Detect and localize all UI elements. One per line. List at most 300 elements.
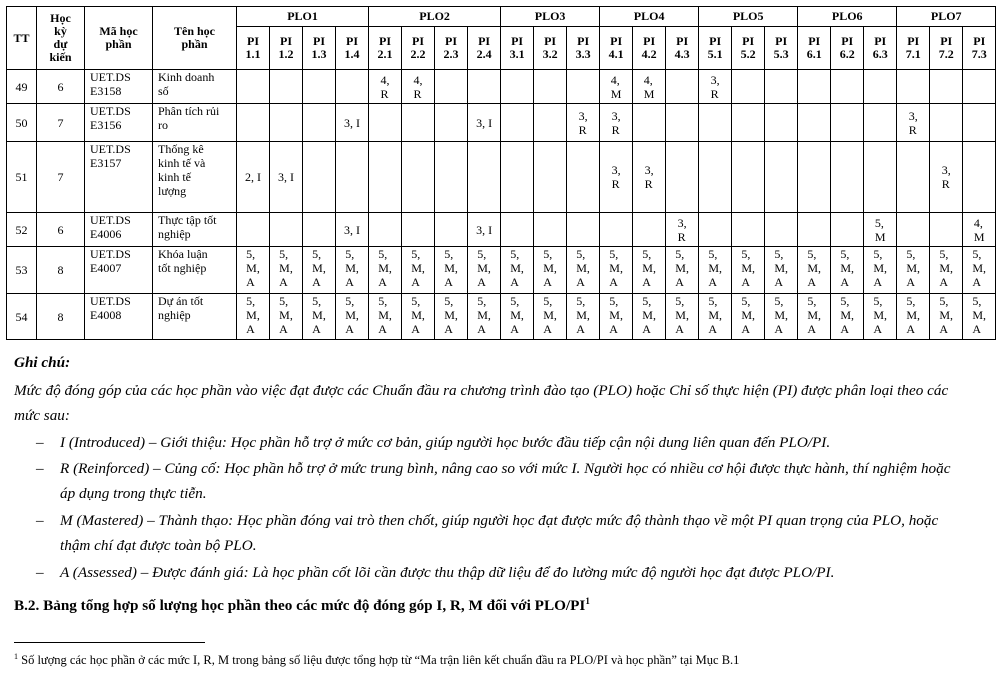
cell-pi bbox=[567, 294, 600, 340]
cell-pi bbox=[930, 70, 963, 104]
cell-hoc-ky bbox=[37, 70, 85, 104]
cell-pi bbox=[468, 104, 501, 142]
cell-pi bbox=[831, 104, 864, 142]
header-pi-label: PI 5.1 bbox=[707, 34, 723, 61]
cell-pi bbox=[963, 104, 996, 142]
cell-pi bbox=[963, 247, 996, 294]
cell-pi bbox=[501, 213, 534, 247]
note-dash: – bbox=[36, 460, 44, 477]
cell-pi bbox=[567, 247, 600, 294]
cell-pi bbox=[765, 247, 798, 294]
cell-pi-text: 5, M bbox=[874, 215, 886, 244]
cell-pi-text: 5, M, A bbox=[939, 294, 954, 336]
cell-pi bbox=[732, 294, 765, 340]
notes-title: Ghi chú: bbox=[14, 354, 71, 371]
cell-pi bbox=[600, 247, 633, 294]
cell-pi bbox=[303, 247, 336, 294]
cell-pi bbox=[831, 294, 864, 340]
cell-pi bbox=[600, 104, 633, 142]
header-pi-label: PI 3.1 bbox=[509, 34, 525, 61]
header-tt: TT bbox=[7, 7, 37, 70]
cell-pi-text: 4, R bbox=[380, 72, 390, 101]
header-pi-label: PI 6.3 bbox=[872, 34, 888, 61]
cell-pi bbox=[336, 104, 369, 142]
header-pi-label: PI 6.1 bbox=[806, 34, 822, 61]
header-pi bbox=[402, 27, 435, 70]
cell-pi bbox=[798, 70, 831, 104]
cell-hoc-ky-text: 8 bbox=[57, 309, 64, 324]
cell-pi bbox=[633, 142, 666, 213]
cell-pi bbox=[237, 70, 270, 104]
cell-pi bbox=[237, 294, 270, 340]
header-pi-label: PI 4.1 bbox=[608, 34, 624, 61]
cell-pi-text: 5, M, A bbox=[477, 294, 491, 336]
header-plo2: PLO2 bbox=[369, 7, 501, 27]
cell-pi bbox=[897, 213, 930, 247]
cell-pi-text: 5, M, A bbox=[312, 294, 326, 336]
cell-pi-text: 5, M, A bbox=[246, 294, 260, 336]
table-row bbox=[7, 104, 996, 142]
cell-pi bbox=[336, 213, 369, 247]
cell-pi bbox=[336, 70, 369, 104]
cell-pi bbox=[699, 213, 732, 247]
header-pi-label: PI 2.2 bbox=[410, 34, 426, 61]
cell-pi bbox=[501, 70, 534, 104]
note-text: I (Introduced) – Giới thiệu: Học phần hỗ trợ ở mức cơ bản, giúp người học bước đầu tiếp cận nội dung liên quan đến PLO/PI. bbox=[60, 434, 831, 451]
header-pi-label: PI 1.2 bbox=[278, 34, 294, 61]
cell-ma-hoc-phan-text: UET.DS E3156 bbox=[90, 104, 131, 132]
section-heading-b2 bbox=[14, 596, 590, 615]
cell-ten-hoc-phan-text: Khóa luận tốt nghiệp bbox=[158, 247, 208, 275]
cell-pi bbox=[666, 247, 699, 294]
cell-pi-text: 3, I bbox=[476, 115, 493, 130]
table-row bbox=[7, 142, 996, 213]
cell-pi-text: 5, M, A bbox=[708, 247, 722, 289]
header-pi bbox=[270, 27, 303, 70]
cell-pi bbox=[831, 247, 864, 294]
note-text: A (Assessed) – Được đánh giá: Là học phần cốt lõi cần được thu thập dữ liệu để đo lường mức độ người học đạt được PLO/PI. bbox=[60, 564, 835, 581]
cell-pi-text: 5, M, A bbox=[972, 247, 987, 289]
cell-tt-text: 54 bbox=[15, 309, 28, 324]
cell-tt-text: 50 bbox=[15, 115, 28, 130]
cell-pi bbox=[237, 247, 270, 294]
cell-pi-text: 4, M bbox=[973, 215, 985, 244]
cell-pi bbox=[534, 247, 567, 294]
cell-pi-text: 3, I bbox=[278, 170, 294, 184]
cell-pi bbox=[600, 294, 633, 340]
cell-pi bbox=[930, 294, 963, 340]
cell-pi bbox=[567, 142, 600, 213]
cell-pi bbox=[666, 142, 699, 213]
cell-pi bbox=[666, 70, 699, 104]
cell-pi-text: 4, M bbox=[643, 72, 655, 101]
cell-ten-hoc-phan bbox=[153, 142, 237, 213]
header-pi bbox=[303, 27, 336, 70]
cell-pi bbox=[798, 247, 831, 294]
cell-tt bbox=[7, 104, 37, 142]
cell-ten-hoc-phan bbox=[153, 70, 237, 104]
cell-pi bbox=[765, 294, 798, 340]
cell-pi bbox=[963, 213, 996, 247]
cell-hoc-ky bbox=[37, 247, 85, 294]
cell-pi-text: 5, M, A bbox=[642, 294, 656, 336]
cell-pi-text: 5, M, A bbox=[312, 247, 326, 289]
header-pi bbox=[897, 27, 930, 70]
cell-pi-text: 2, I bbox=[245, 170, 261, 184]
cell-pi bbox=[567, 104, 600, 142]
cell-pi bbox=[336, 294, 369, 340]
cell-pi-text: 3, I bbox=[476, 222, 493, 237]
cell-pi bbox=[369, 70, 402, 104]
cell-pi-text: 5, M, A bbox=[840, 247, 855, 289]
cell-pi bbox=[699, 294, 732, 340]
cell-pi bbox=[369, 247, 402, 294]
cell-hoc-ky bbox=[37, 213, 85, 247]
cell-pi bbox=[402, 142, 435, 213]
footnote-divider bbox=[14, 642, 205, 643]
cell-pi-text: 5, M, A bbox=[411, 247, 425, 289]
cell-pi-text: 5, M, A bbox=[675, 247, 689, 289]
cell-pi bbox=[270, 70, 303, 104]
cell-pi bbox=[897, 70, 930, 104]
cell-tt-text: 51 bbox=[15, 170, 28, 184]
cell-pi-text: 5, M, A bbox=[345, 294, 359, 336]
cell-pi bbox=[435, 142, 468, 213]
cell-ten-hoc-phan bbox=[153, 104, 237, 142]
cell-pi-text: 5, M, A bbox=[906, 294, 921, 336]
section-heading-text: B.2. Bảng tổng hợp số lượng học phần theo các mức độ đóng góp I, R, M đối với PLO/PI bbox=[14, 597, 586, 615]
cell-pi bbox=[897, 247, 930, 294]
cell-pi-text: 5, M, A bbox=[576, 247, 590, 289]
cell-pi bbox=[303, 70, 336, 104]
cell-pi-text: 5, M, A bbox=[576, 294, 590, 336]
header-pi-label: PI 3.3 bbox=[575, 34, 591, 61]
cell-pi bbox=[336, 247, 369, 294]
cell-pi bbox=[765, 70, 798, 104]
cell-pi bbox=[732, 104, 765, 142]
cell-pi bbox=[303, 142, 336, 213]
cell-pi bbox=[534, 104, 567, 142]
cell-pi bbox=[534, 294, 567, 340]
cell-pi-text: 3, R bbox=[644, 163, 654, 191]
cell-pi bbox=[633, 213, 666, 247]
header-pi bbox=[237, 27, 270, 70]
note-dash: – bbox=[36, 434, 44, 451]
cell-pi bbox=[633, 247, 666, 294]
cell-pi-text: 5, M, A bbox=[609, 247, 623, 289]
cell-pi bbox=[468, 294, 501, 340]
cell-pi bbox=[402, 104, 435, 142]
cell-pi bbox=[732, 142, 765, 213]
cell-tt-text: 53 bbox=[15, 263, 28, 277]
cell-pi bbox=[468, 142, 501, 213]
cell-pi-text: 5, M, A bbox=[939, 247, 954, 289]
cell-pi-text: 3, R bbox=[677, 215, 687, 244]
cell-pi bbox=[864, 142, 897, 213]
cell-pi bbox=[402, 247, 435, 294]
header-pi bbox=[468, 27, 501, 70]
cell-ma-hoc-phan bbox=[85, 70, 153, 104]
cell-pi-text: 3, I bbox=[344, 222, 361, 237]
cell-pi-text: 5, M, A bbox=[279, 294, 293, 336]
cell-pi bbox=[270, 213, 303, 247]
cell-pi-text: 5, M, A bbox=[708, 294, 722, 336]
header-plo7: PLO7 bbox=[897, 7, 996, 27]
cell-pi bbox=[534, 213, 567, 247]
header-pi-label: PI 4.2 bbox=[641, 34, 657, 61]
cell-pi bbox=[468, 70, 501, 104]
header-pi-label: PI 5.3 bbox=[773, 34, 789, 61]
cell-pi bbox=[897, 294, 930, 340]
note-dash: – bbox=[36, 564, 44, 581]
header-ma-hoc-phan: Mã học phần bbox=[85, 7, 153, 70]
cell-pi bbox=[237, 104, 270, 142]
header-pi-label: PI 1.1 bbox=[245, 34, 261, 61]
cell-pi bbox=[270, 142, 303, 213]
cell-pi bbox=[633, 104, 666, 142]
cell-pi-text: 5, M, A bbox=[609, 294, 623, 336]
footnote-reference[interactable]: 1 bbox=[585, 596, 590, 606]
cell-pi-text: 5, M, A bbox=[510, 294, 524, 336]
cell-ma-hoc-phan-text: UET.DS E4007 bbox=[90, 247, 131, 275]
cell-hoc-ky bbox=[37, 142, 85, 213]
cell-pi-text: 5, M, A bbox=[642, 247, 656, 289]
cell-pi bbox=[237, 142, 270, 213]
header-pi-label: PI 4.3 bbox=[674, 34, 690, 61]
cell-pi bbox=[270, 247, 303, 294]
cell-hoc-ky bbox=[37, 104, 85, 142]
cell-pi bbox=[732, 247, 765, 294]
cell-pi bbox=[963, 70, 996, 104]
header-plo4: PLO4 bbox=[600, 7, 699, 27]
cell-pi-text: 5, M, A bbox=[477, 247, 491, 289]
cell-ma-hoc-phan bbox=[85, 213, 153, 247]
cell-pi bbox=[600, 213, 633, 247]
header-pi bbox=[930, 27, 963, 70]
cell-ten-hoc-phan bbox=[153, 247, 237, 294]
header-pi bbox=[699, 27, 732, 70]
cell-pi bbox=[831, 70, 864, 104]
cell-pi bbox=[435, 247, 468, 294]
cell-pi bbox=[765, 104, 798, 142]
table-row bbox=[7, 213, 996, 247]
cell-ten-hoc-phan bbox=[153, 294, 237, 340]
cell-pi-text: 5, M, A bbox=[444, 247, 458, 289]
header-pi bbox=[963, 27, 996, 70]
cell-tt bbox=[7, 294, 37, 340]
cell-tt-text: 49 bbox=[15, 79, 28, 94]
cell-ten-hoc-phan-text: Kinh doanh số bbox=[158, 70, 215, 98]
header-pi bbox=[765, 27, 798, 70]
header-pi bbox=[732, 27, 765, 70]
cell-hoc-ky-text: 6 bbox=[57, 79, 64, 94]
cell-tt bbox=[7, 142, 37, 213]
cell-pi-text: 3, R bbox=[908, 108, 918, 137]
header-pi bbox=[600, 27, 633, 70]
cell-pi-text: 5, M, A bbox=[807, 294, 822, 336]
header-pi bbox=[501, 27, 534, 70]
cell-pi bbox=[303, 213, 336, 247]
cell-pi bbox=[237, 213, 270, 247]
cell-pi bbox=[435, 70, 468, 104]
cell-hoc-ky-text: 7 bbox=[57, 170, 64, 184]
cell-pi bbox=[402, 213, 435, 247]
cell-pi-text: 3, I bbox=[344, 115, 361, 130]
cell-ma-hoc-phan-text: UET.DS E3158 bbox=[90, 70, 131, 98]
cell-pi bbox=[897, 142, 930, 213]
cell-pi-text: 5, M, A bbox=[411, 294, 425, 336]
footnote bbox=[14, 652, 739, 668]
header-pi bbox=[369, 27, 402, 70]
cell-pi bbox=[765, 142, 798, 213]
cell-tt bbox=[7, 247, 37, 294]
cell-pi bbox=[369, 142, 402, 213]
header-pi-label: PI 2.1 bbox=[377, 34, 393, 61]
cell-pi bbox=[501, 104, 534, 142]
cell-ma-hoc-phan-text: UET.DS E4006 bbox=[90, 213, 131, 241]
cell-pi bbox=[963, 142, 996, 213]
cell-pi-text: 3, R bbox=[710, 72, 720, 101]
cell-pi-text: 5, M, A bbox=[510, 247, 524, 289]
cell-pi-text: 5, M, A bbox=[774, 294, 788, 336]
cell-pi-text: 5, M, A bbox=[840, 294, 855, 336]
header-pi-label: PI 5.2 bbox=[740, 34, 756, 61]
header-ten-hoc-phan: Tên học phần bbox=[153, 7, 237, 70]
footnote-marker: 1 bbox=[14, 652, 18, 661]
cell-pi bbox=[963, 294, 996, 340]
cell-pi bbox=[270, 294, 303, 340]
cell-pi-text: 5, M, A bbox=[873, 294, 888, 336]
cell-pi-text: 5, M, A bbox=[972, 294, 987, 336]
header-pi-label: PI 1.3 bbox=[311, 34, 327, 61]
cell-pi-text: 5, M, A bbox=[279, 247, 293, 289]
cell-pi-text: 3, R bbox=[611, 108, 621, 137]
cell-pi-text: 5, M, A bbox=[807, 247, 822, 289]
cell-ma-hoc-phan bbox=[85, 247, 153, 294]
header-pi bbox=[798, 27, 831, 70]
cell-pi bbox=[369, 294, 402, 340]
plo-pi-matrix-table bbox=[6, 6, 996, 340]
cell-pi bbox=[666, 104, 699, 142]
cell-pi-text: 5, M, A bbox=[444, 294, 458, 336]
header-pi bbox=[336, 27, 369, 70]
cell-pi bbox=[732, 213, 765, 247]
cell-pi-text: 5, M, A bbox=[906, 247, 921, 289]
header-pi-label: PI 1.4 bbox=[344, 34, 360, 61]
header-pi bbox=[534, 27, 567, 70]
cell-pi bbox=[468, 247, 501, 294]
cell-pi bbox=[303, 294, 336, 340]
cell-pi-text: 5, M, A bbox=[675, 294, 689, 336]
cell-pi bbox=[864, 294, 897, 340]
header-plo6: PLO6 bbox=[798, 7, 897, 27]
header-plo1: PLO1 bbox=[237, 7, 369, 27]
cell-pi bbox=[699, 70, 732, 104]
cell-pi-text: 5, M, A bbox=[378, 294, 392, 336]
cell-ten-hoc-phan-text: Thực tập tốt nghiệp bbox=[158, 213, 217, 241]
cell-pi bbox=[600, 70, 633, 104]
cell-pi bbox=[732, 70, 765, 104]
cell-pi bbox=[369, 213, 402, 247]
cell-hoc-ky-text: 7 bbox=[57, 115, 64, 130]
header-pi bbox=[864, 27, 897, 70]
header-hoc-ky: Học kỳ dự kiến bbox=[37, 7, 85, 70]
cell-pi bbox=[435, 104, 468, 142]
cell-pi-text: 5, M, A bbox=[378, 247, 392, 289]
header-pi-label: PI 3.2 bbox=[542, 34, 558, 61]
cell-pi bbox=[699, 247, 732, 294]
cell-pi-text: 5, M, A bbox=[741, 294, 755, 336]
header-pi bbox=[666, 27, 699, 70]
cell-pi-text: 3, R bbox=[578, 108, 588, 137]
cell-pi bbox=[798, 142, 831, 213]
cell-hoc-ky-text: 8 bbox=[57, 263, 64, 277]
cell-pi bbox=[633, 70, 666, 104]
cell-pi-text: 5, M, A bbox=[741, 247, 755, 289]
cell-pi bbox=[864, 247, 897, 294]
table-row bbox=[7, 70, 996, 104]
cell-ten-hoc-phan-text: Thống kê kinh tế và kinh tế lượng bbox=[158, 142, 206, 198]
cell-pi-text: 5, M, A bbox=[246, 247, 260, 289]
cell-pi bbox=[435, 294, 468, 340]
cell-pi bbox=[303, 104, 336, 142]
table-row bbox=[7, 247, 996, 294]
header-pi-label: PI 6.2 bbox=[839, 34, 855, 61]
header-row-plo bbox=[7, 7, 996, 27]
cell-ma-hoc-phan bbox=[85, 104, 153, 142]
header-pi-label: PI 2.3 bbox=[443, 34, 459, 61]
cell-pi bbox=[666, 213, 699, 247]
cell-pi-text: 4, M bbox=[610, 72, 622, 101]
cell-pi bbox=[567, 70, 600, 104]
footnote-text: Số lượng các học phần ở các mức I, R, M trong bảng số liệu được tổng hợp từ “Ma trận liên kết chuẩn đầu ra PLO/PI và học phần” tại Mục B.1 bbox=[18, 653, 740, 668]
header-plo5: PLO5 bbox=[699, 7, 798, 27]
cell-pi bbox=[699, 104, 732, 142]
cell-pi bbox=[699, 142, 732, 213]
header-pi-label: PI 2.4 bbox=[476, 34, 492, 61]
cell-pi bbox=[930, 247, 963, 294]
cell-pi-text: 5, M, A bbox=[774, 247, 788, 289]
table-row bbox=[7, 294, 996, 340]
note-text: R (Reinforced) – Củng cố: Học phần hỗ trợ ở mức trung bình, nâng cao so với mức I. Người học có nhiều cơ hội được thực hành, thí nghiệm hoặc áp dụng trong thực tiễn. bbox=[60, 460, 951, 502]
cell-pi-text: 5, M, A bbox=[543, 247, 557, 289]
cell-pi bbox=[798, 104, 831, 142]
cell-pi-text: 4, R bbox=[413, 72, 423, 101]
cell-ma-hoc-phan-text: UET.DS E3157 bbox=[90, 142, 131, 170]
cell-pi bbox=[798, 294, 831, 340]
cell-pi bbox=[930, 104, 963, 142]
cell-tt bbox=[7, 70, 37, 104]
cell-ma-hoc-phan-text: UET.DS E4008 bbox=[90, 294, 131, 322]
cell-ma-hoc-phan bbox=[85, 142, 153, 213]
cell-pi bbox=[633, 294, 666, 340]
cell-pi bbox=[897, 104, 930, 142]
cell-pi-text: 5, M, A bbox=[873, 247, 888, 289]
cell-pi bbox=[501, 247, 534, 294]
cell-pi-text: 5, M, A bbox=[543, 294, 557, 336]
cell-pi bbox=[534, 70, 567, 104]
note-text: M (Mastered) – Thành thạo: Học phần đóng vai trò then chốt, giúp người học đạt được mức độ thành thạo về một PI quan trọng của PLO, hoặc thậm chí đạt được toàn bộ PLO. bbox=[60, 512, 939, 554]
cell-pi bbox=[798, 213, 831, 247]
cell-pi bbox=[831, 213, 864, 247]
cell-pi bbox=[369, 104, 402, 142]
cell-pi bbox=[831, 142, 864, 213]
cell-pi bbox=[864, 104, 897, 142]
cell-pi bbox=[930, 213, 963, 247]
cell-pi bbox=[864, 213, 897, 247]
cell-pi bbox=[501, 294, 534, 340]
cell-pi bbox=[930, 142, 963, 213]
